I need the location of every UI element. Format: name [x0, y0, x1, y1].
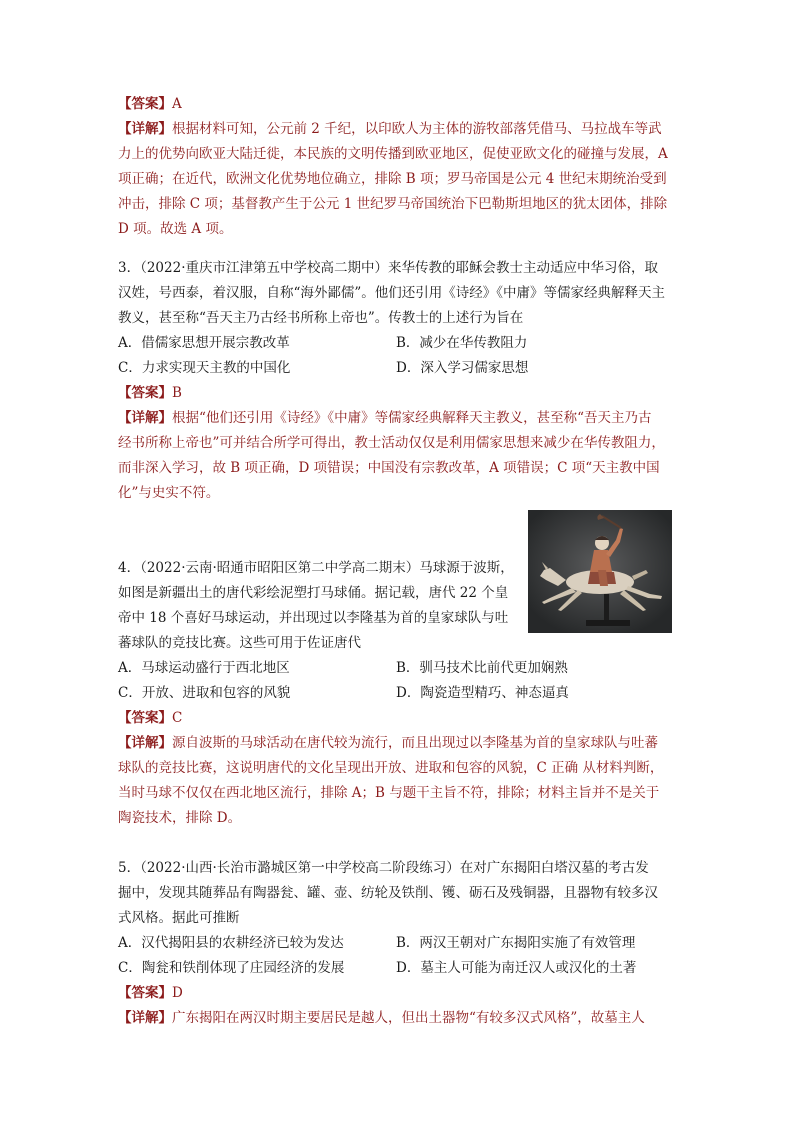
q4-detail-line: 球队的竞技比赛，这说明唐代的文化呈现出开放、进取和包容的风貌，C 正确 从材料判断， [118, 760, 664, 776]
q5-stem-line: 掘中，发现其随葬品有陶器瓮、罐、壶、纺轮及铁削、镬、砺石及残铜器，且器物有较多汉 [118, 885, 658, 901]
q4-detail-line: 当时马球不仅仅在西北地区流行，排除 A；B 与题干主旨不符，排除；材料主旨并不是关于 [118, 785, 660, 801]
q2-detail-line: 力上的优势向欧亚大陆迁徙，本民族的文明传播到欧亚地区，促使亚欧文化的碰撞与发展，A [118, 146, 668, 162]
q4-detail-line: 【详解】源自波斯的马球活动在唐代较为流行，而且出现过以李隆基为首的皇家球队与吐蕃 [118, 735, 658, 751]
q3-detail-line: 【详解】根据“他们还引用《诗经》《中庸》等儒家经典解释天主教义，甚至称“吾天主乃古 [118, 410, 652, 426]
q4-stem-line: 蕃球队的竞技比赛。这些可用于佐证唐代 [118, 635, 361, 651]
detail-tag: 【详解】 [118, 1010, 172, 1026]
q4-stem-line: 如图是新疆出土的唐代彩绘泥塑打马球俑。据记载，唐代 22 个皇 [118, 585, 509, 601]
q5-block [118, 856, 676, 1031]
polo-figurine-illustration [528, 510, 672, 633]
polo-figurine-photo [528, 510, 672, 633]
option-d: D．深入学习儒家思想 [396, 360, 529, 376]
q3-stem-line: 教义，甚至称“吾天主乃古经书所称上帝也”。传教士的上述行为旨在 [118, 310, 524, 326]
option-d: D．陶瓷造型精巧、神态逼真 [396, 685, 569, 701]
option-b: B．两汉王朝对广东揭阳实施了有效管理 [396, 935, 636, 951]
q3-options-row [118, 331, 676, 356]
detail-tag: 【详解】 [118, 121, 172, 137]
option-a: A．汉代揭阳县的农耕经济已较为发达 [118, 935, 344, 951]
answer-tag: 【答案】 [118, 710, 172, 726]
answer-tag: 【答案】 [118, 385, 172, 401]
q2-block [118, 92, 676, 242]
q3-options-row [118, 356, 676, 381]
q3-stem-line: 汉姓，号西泰，着汉服，自称“海外鄙儒”。他们还引用《诗经》《中庸》等儒家经典解释天主 [118, 285, 666, 301]
q5-stem-line: 式风格。据此可推断 [118, 910, 240, 926]
q5-detail-line: 【详解】广东揭阳在两汉时期主要居民是越人，但出土器物“有较多汉式风格”，故墓主人 [118, 1010, 645, 1026]
q4-answer [118, 706, 676, 731]
q4-options-row [118, 681, 676, 706]
q2-detail-line: 冲击，排除 C 项；基督教产生于公元 1 世纪罗马帝国统治下巴勒斯坦地区的犹太团体，排除 [118, 196, 668, 212]
answer-tag: 【答案】 [118, 96, 172, 112]
option-c: C．陶瓮和铁削体现了庄园经济的发展 [118, 960, 345, 976]
q3-detail-line: 而非深入学习，故 B 项正确，D 项错误；中国没有宗教改革，A 项错误；C 项“天主教中国 [118, 460, 660, 476]
q4-stem-line: 4．（2022·云南·昭通市昭阳区第二中学高二期末）马球源于波斯， [118, 560, 514, 576]
q4-stem-line: 帝中 18 个喜好马球运动，并出现过以李隆基为首的皇家球队与吐 [118, 610, 509, 626]
answer-value: A [172, 96, 182, 112]
q3-detail-line: 经书所称上帝也”可并结合所学可得出，教士活动仅仅是利用儒家思想来减少在华传教阻力， [118, 435, 665, 451]
q5-options-row [118, 956, 676, 981]
q3-stem-line: 3．（2022·重庆市江津第五中学校高二期中）来华传教的耶稣会教士主动适应中华习俗，取 [118, 260, 658, 276]
q3-answer [118, 381, 676, 406]
detail-tag: 【详解】 [118, 410, 172, 426]
q5-stem-line: 5．（2022·山西·长治市潞城区第一中学校高二阶段练习）在对广东揭阳白塔汉墓的考古发 [118, 860, 649, 876]
q2-detail-line: 项正确；在近代，欧洲文化优势地位确立，排除 B 项；罗马帝国是公元 4 世纪末期统治受到 [118, 171, 667, 187]
q3-detail-line: 化”与史实不符。 [118, 485, 220, 501]
q2-answer [118, 92, 676, 117]
answer-value: D [172, 985, 183, 1001]
q3-block [118, 256, 676, 506]
answer-value: C [172, 710, 183, 726]
option-b: B．减少在华传教阻力 [396, 335, 528, 351]
q2-detail-line: D 项。故选 A 项。 [118, 221, 233, 237]
option-c: C．力求实现天主教的中国化 [118, 360, 291, 376]
option-a: A．马球运动盛行于西北地区 [118, 660, 290, 676]
answer-tag: 【答案】 [118, 985, 172, 1001]
q5-answer [118, 981, 676, 1006]
answer-value: B [172, 385, 182, 401]
option-a: A．借儒家思想开展宗教改革 [118, 335, 290, 351]
q4-detail-line: 陶瓷技术，排除 D。 [118, 810, 242, 826]
q4-options-row [118, 656, 676, 681]
option-b: B．驯马技术比前代更加娴熟 [396, 660, 568, 676]
q5-options-row [118, 931, 676, 956]
detail-tag: 【详解】 [118, 735, 172, 751]
option-d: D．墓主人可能为南迁汉人或汉化的土著 [396, 960, 637, 976]
option-c: C．开放、进取和包容的风貌 [118, 685, 291, 701]
q2-detail-line: 【详解】根据材料可知，公元前 2 千纪，以印欧人为主体的游牧部落凭借马、马拉战车等武 [118, 121, 662, 137]
